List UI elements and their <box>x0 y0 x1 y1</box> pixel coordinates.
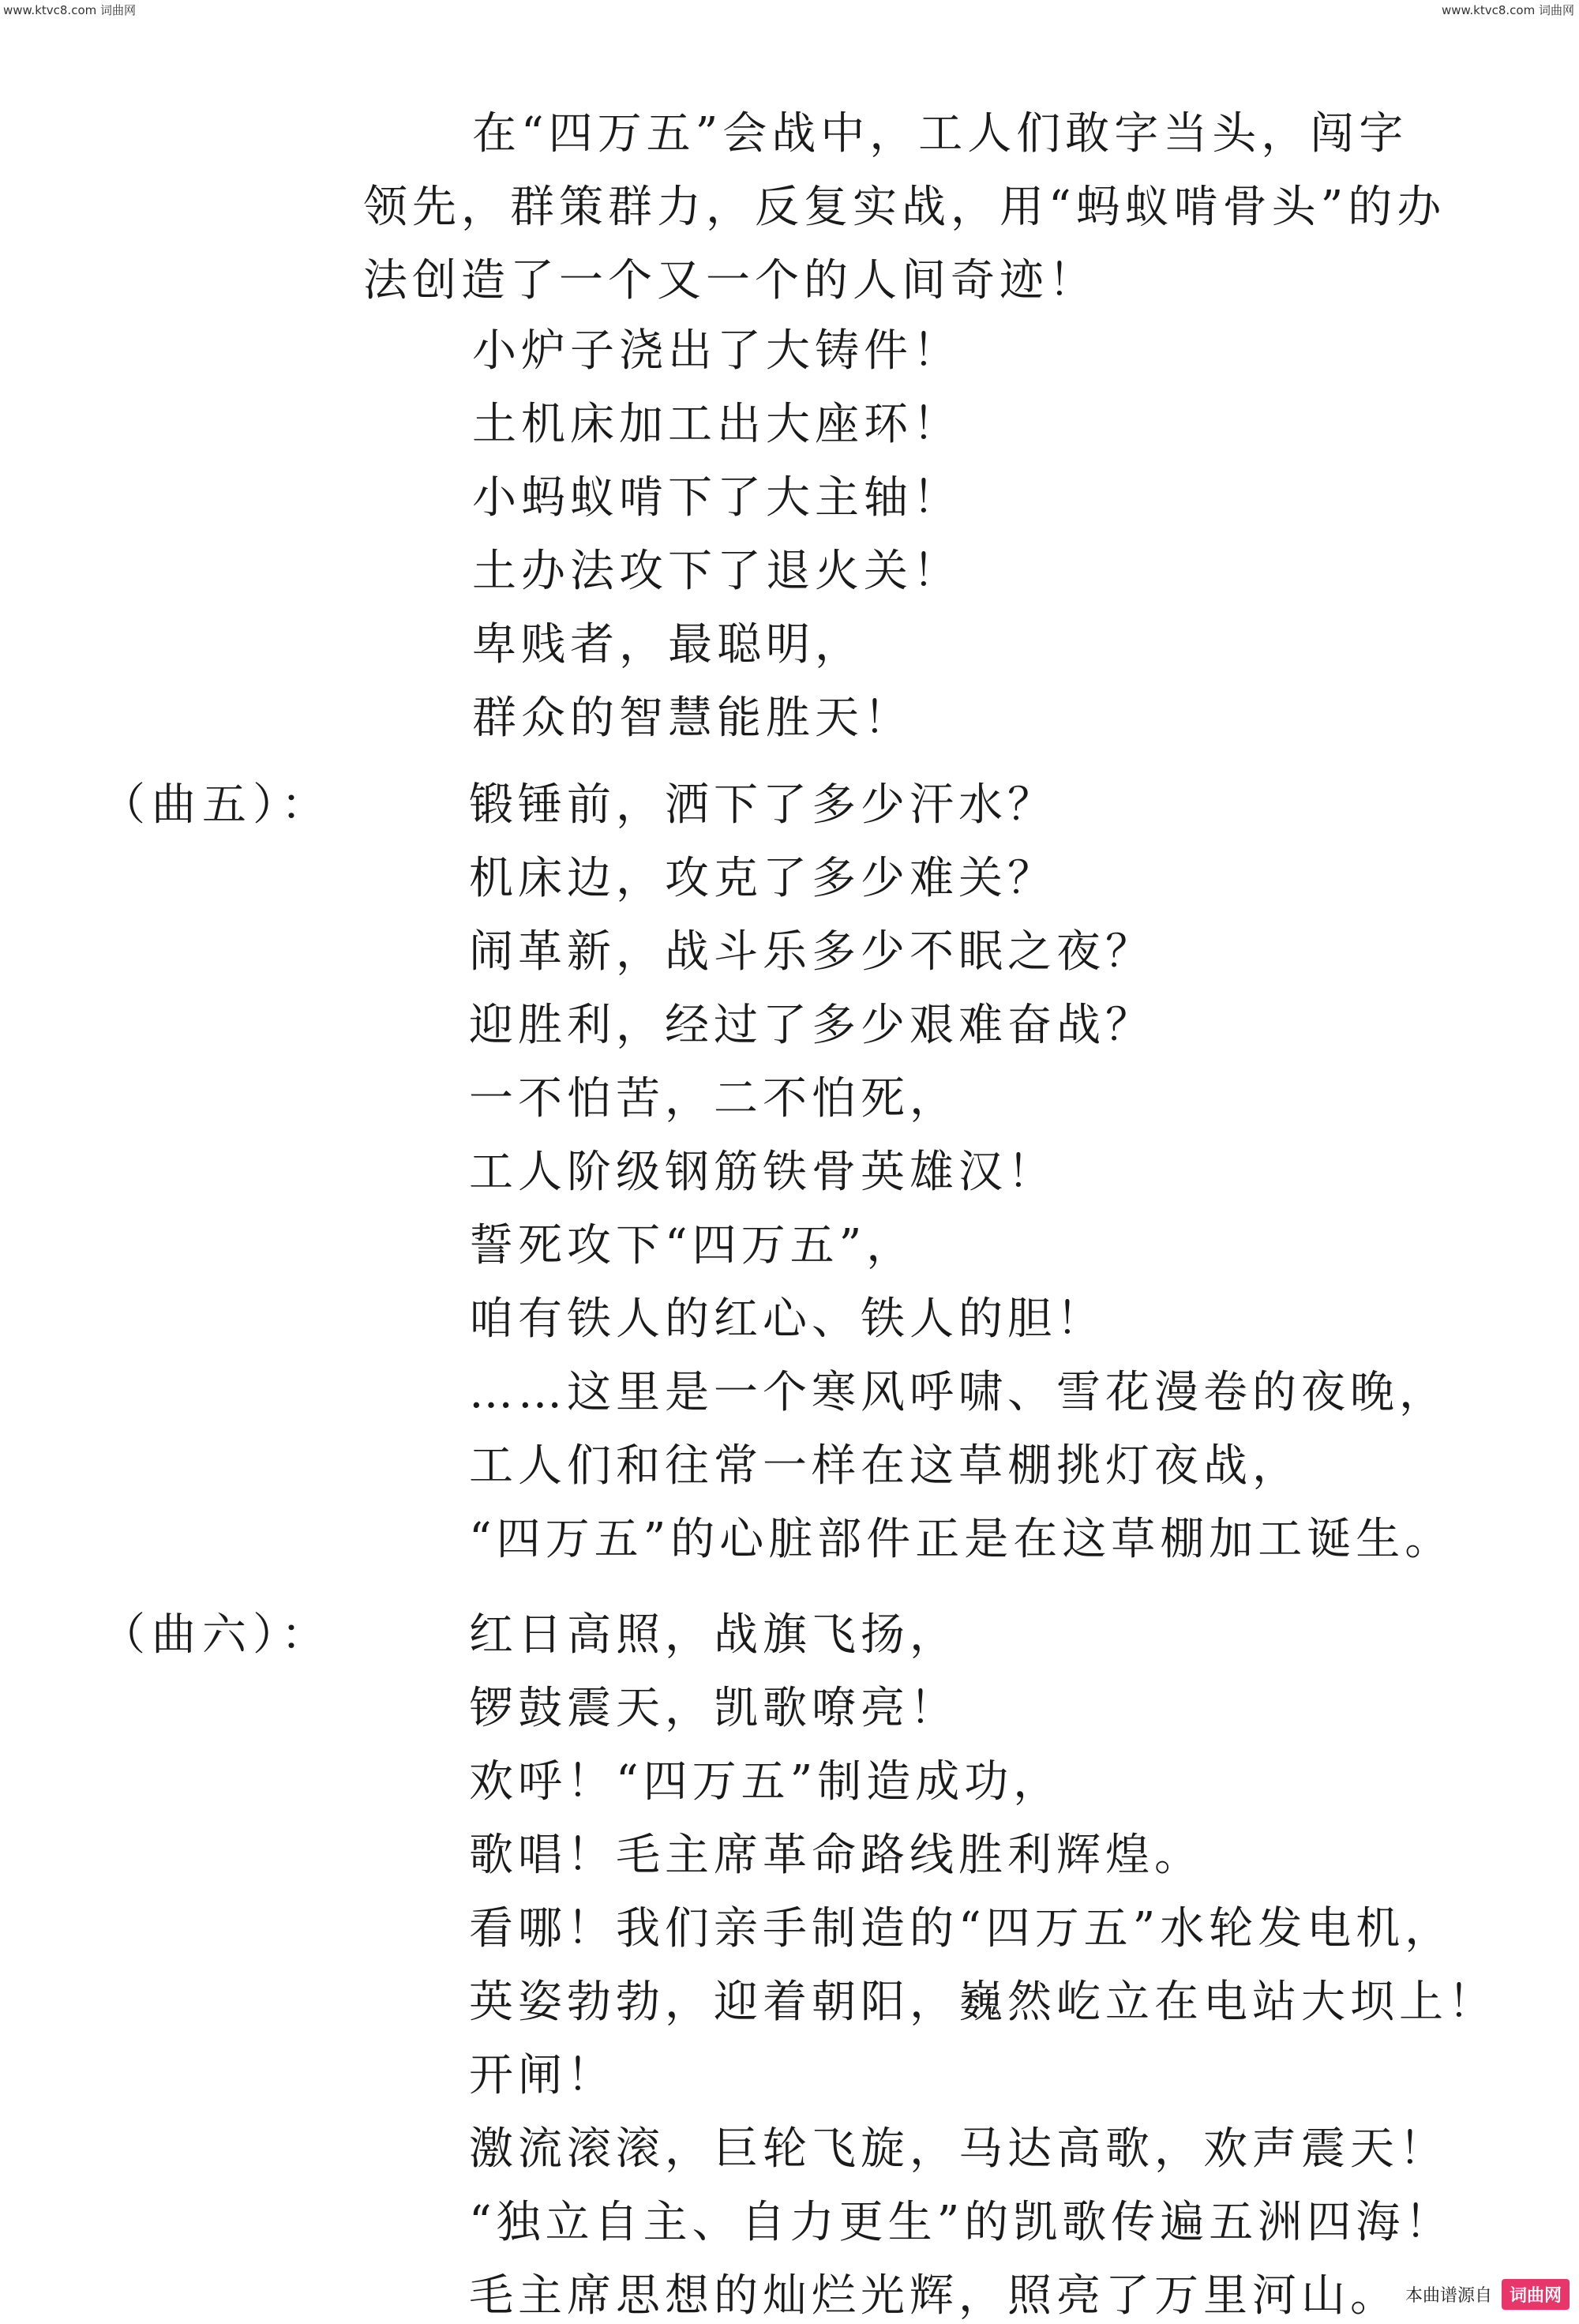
verse-line: “四万五”的心脏部件正是在这草棚加工诞生。 <box>469 1514 1454 1565</box>
verse-line: 咱有铁人的红心、铁人的胆！ <box>469 1293 1105 1345</box>
verse-line: 土办法攻下了退火关！ <box>472 546 962 597</box>
verse-line: 卑贱者，最聪明， <box>472 619 864 670</box>
intro-line: 领先，群策群力，反复实战，用“蚂蚁啃骨头”的办 <box>363 182 1446 233</box>
verse-line: 锻锤前，洒下了多少汗水？ <box>469 779 1056 831</box>
verse-line: 一不怕苦，二不怕死， <box>469 1073 958 1124</box>
verse-line: 土机床加工出大座环！ <box>472 399 962 450</box>
verse-line: 欢呼！“四万五”制造成功， <box>469 1756 1063 1808</box>
intro-line: 法创造了一个又一个的人间奇迹！ <box>363 255 1097 306</box>
verse-line: 英姿勃勃，迎着朝阳，巍然屹立在电站大坝上！ <box>469 1977 1497 2028</box>
verse-line: 迎胜利，经过了多少艰难奋战？ <box>469 1000 1154 1051</box>
verse-line: 群众的智慧能胜天！ <box>472 693 913 744</box>
footer-badge: 词曲网 <box>1502 2279 1570 2310</box>
verse-line: 锣鼓震天，凯歌嘹亮！ <box>469 1683 958 1734</box>
intro-line: 在“四万五”会战中，工人们敢字当头，闯字 <box>472 108 1408 160</box>
footer-logo[interactable] <box>1402 2279 1570 2310</box>
section-label-6: （曲六）： <box>101 1609 332 1661</box>
verse-line: 小蚂蚁啃下了大主轴！ <box>472 472 962 524</box>
footer-text: 本曲谱源自 <box>1402 2281 1495 2308</box>
verse-line: ……这里是一个寒风呼啸、雪花漫卷的夜晚， <box>469 1367 1448 1418</box>
verse-line: 开闸！ <box>469 2050 616 2101</box>
verse-line: 歌唱！毛主席革命路线胜利辉煌。 <box>469 1830 1203 1881</box>
verse-line: 誓死攻下“四万五”， <box>469 1220 916 1271</box>
verse-line: 工人们和往常一样在这草棚挑灯夜战， <box>469 1440 1301 1492</box>
verse-line: 小炉子浇出了大铸件！ <box>472 325 962 377</box>
verse-line: 毛主席思想的灿烂光辉，照亮了万里河山。 <box>469 2270 1399 2322</box>
verse-line: 闹革新，战斗乐多少不眠之夜？ <box>469 926 1154 978</box>
verse-line: 机床边，攻克了多少难关？ <box>469 853 1056 904</box>
verse-line: 红日高照，战旗飞扬， <box>469 1609 958 1661</box>
watermark-right: www.ktvc8.com 词曲网 <box>1441 3 1574 17</box>
watermark-left: www.ktvc8.com 词曲网 <box>3 3 137 17</box>
section-label-5: （曲五）： <box>101 779 332 831</box>
verse-line: 激流滚滚，巨轮飞旋，马达高歌，欢声震天！ <box>469 2123 1448 2175</box>
verse-line: 工人阶级钢筋铁骨英雄汉！ <box>469 1147 1056 1198</box>
verse-line: 看哪！我们亲手制造的“四万五”水轮发电机， <box>469 1903 1454 1954</box>
verse-line: “独立自主、自力更生”的凯歌传遍五洲四海！ <box>469 2197 1454 2248</box>
